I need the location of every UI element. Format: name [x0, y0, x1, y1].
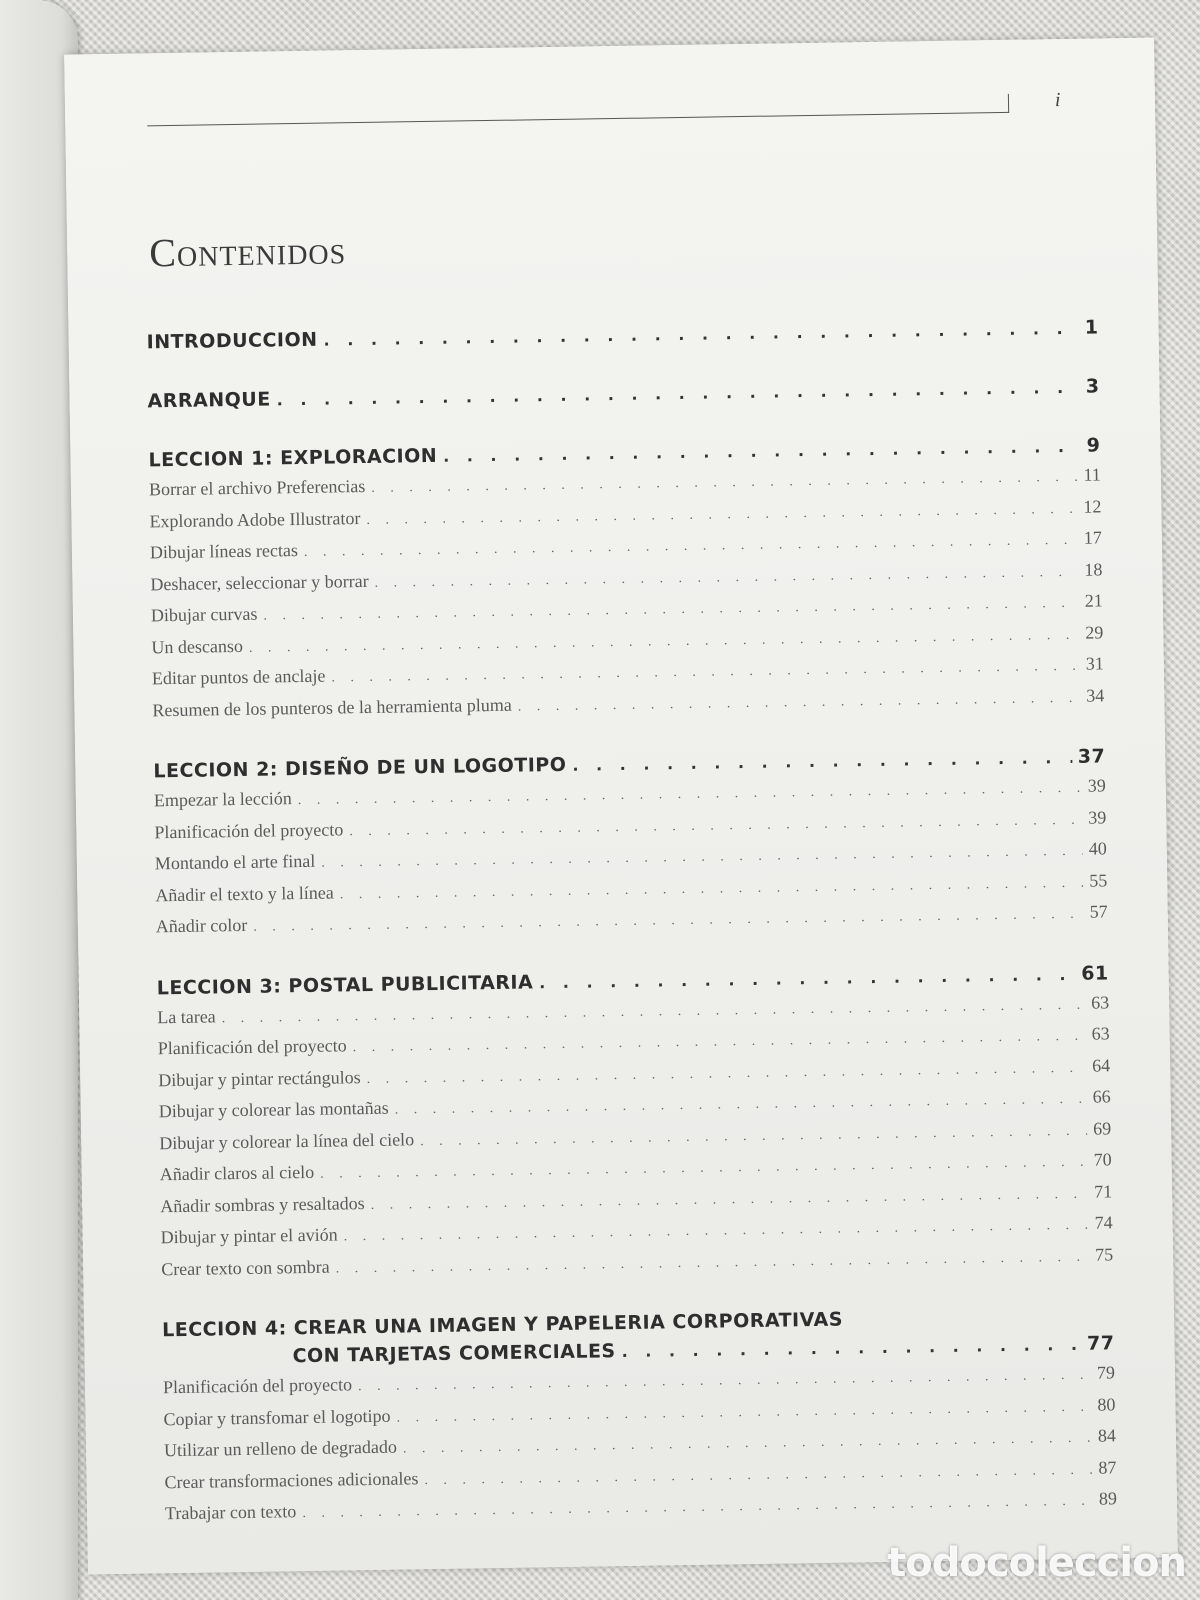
toc-item-page: 57 [1089, 901, 1108, 922]
toc-entry-arranque [147, 372, 1099, 416]
toc-item-label: Editar puntos de anclaje [151, 665, 326, 689]
toc-entry-label: ARRANQUE [147, 388, 271, 413]
toc-item-page: 80 [1097, 1393, 1116, 1415]
toc-item-label: Planificación del proyecto [157, 1035, 347, 1059]
toc-item-label: Trabajar con texto [164, 1501, 297, 1524]
toc-item-page: 70 [1093, 1149, 1112, 1170]
toc-item-label: Dibujar y pintar el avión [160, 1224, 338, 1248]
toc-item-label: Añadir el texto y la línea [155, 882, 334, 905]
toc-item-page: 89 [1098, 1488, 1118, 1509]
toc-item-page: 39 [1087, 775, 1106, 796]
toc-item-label: Montando el arte final [154, 850, 316, 874]
book-page [64, 38, 1178, 1575]
header-rule [147, 112, 1009, 127]
toc-item-label: Planificación del proyecto [162, 1374, 353, 1398]
toc-item-page: 18 [1084, 558, 1103, 580]
toc-item-label: Dibujar y colorear las montañas [158, 1097, 389, 1122]
toc-item-label: Explorando Adobe Illustrator [149, 507, 361, 531]
dot-leader [277, 374, 1080, 415]
page-title: Contenidos [148, 227, 347, 276]
toc-item-page: 11 [1083, 464, 1102, 485]
toc-lesson-page: 37 [1077, 745, 1106, 768]
toc-item-page: 39 [1088, 806, 1107, 828]
toc-item-page: 71 [1093, 1180, 1113, 1202]
toc-item-label: La tarea [157, 1005, 216, 1027]
toc-lesson-label-line2: CON TARJETAS COMERCIALES [292, 1340, 616, 1368]
toc-item-label: Añadir sombras y resaltados [160, 1192, 365, 1216]
toc-item-label: Deshacer, seleccionar y borrar [150, 570, 369, 594]
toc-item-page: 63 [1091, 1023, 1110, 1044]
toc-item-label: Dibujar y pintar rectángulos [158, 1066, 361, 1090]
toc-item-page: 12 [1083, 495, 1102, 517]
page-number-roman: i [1054, 89, 1061, 112]
toc-lesson-label: LECCION 2: DISEÑO DE UN LOGOTIPO [153, 753, 567, 783]
toc-item-page: 87 [1098, 1456, 1117, 1478]
toc-item-page: 31 [1085, 653, 1104, 674]
toc-entry-introduccion [146, 313, 1098, 357]
toc-item-page: 74 [1094, 1212, 1113, 1233]
toc-item-page: 34 [1086, 684, 1105, 706]
toc-item-page: 84 [1097, 1425, 1117, 1446]
toc-item-page: 63 [1090, 991, 1110, 1013]
toc-lesson-label: LECCION 1: EXPLORACION [148, 444, 438, 472]
toc-item-label: Un descanso [151, 635, 244, 657]
toc-item-label: Dibujar curvas [150, 603, 258, 626]
toc-item-label: Empezar la lección [153, 788, 292, 811]
toc-item-page: 29 [1085, 621, 1104, 643]
toc-lesson-label: LECCION 4: CREAR UNA IMAGEN Y PAPELERIA CORPORATIVAS [162, 1308, 844, 1342]
toc-item-page: 55 [1089, 869, 1108, 891]
header-rule-tick [1008, 94, 1009, 113]
toc-lesson-page: 9 [1086, 434, 1101, 457]
toc-item-page: 75 [1094, 1243, 1114, 1265]
toc-item-label: Dibujar líneas rectas [149, 540, 299, 563]
toc-item-page: 40 [1088, 838, 1107, 859]
toc-item-label: Planificación del proyecto [154, 818, 344, 842]
toc-entry-label: INTRODUCCION [146, 328, 318, 354]
toc-item-label: Añadir claros al cielo [159, 1161, 315, 1185]
dot-leader [518, 683, 1081, 721]
toc-item-page: 21 [1084, 590, 1103, 611]
toc-item-label: Crear texto con sombra [161, 1256, 330, 1279]
toc-lesson-page: 61 [1081, 961, 1109, 985]
watermark-logo: todocoleccion [887, 1540, 1186, 1586]
toc-entry-page: 1 [1084, 316, 1099, 339]
toc-item-label: Añadir color [155, 914, 248, 937]
toc-item-page: 17 [1083, 527, 1102, 548]
toc-item-page: 66 [1092, 1086, 1111, 1107]
toc-item-label: Dibujar y colorear la línea del cielo [159, 1128, 415, 1153]
toc-lesson-label: LECCION 3: POSTAL PUBLICITARIA [156, 970, 534, 999]
toc-item-page: 69 [1092, 1117, 1112, 1139]
dot-leader [323, 315, 1079, 355]
toc-item-label: Borrar el archivo Preferencias [148, 475, 366, 500]
toc-item-label: Copiar y transfomar el logotipo [163, 1405, 391, 1429]
toc-entry-page: 3 [1085, 375, 1100, 398]
toc-item-page: 79 [1096, 1362, 1116, 1383]
toc-item-label: Resumen de los punteros de la herramienta pluma [152, 694, 512, 720]
table-of-contents [146, 313, 1117, 1530]
toc-item-label: Utilizar un relleno de degradado [163, 1436, 398, 1461]
toc-item-page: 64 [1091, 1054, 1111, 1076]
toc-item-label: Crear transformaciones adicionales [164, 1467, 419, 1492]
toc-lesson-page: 77 [1086, 1332, 1115, 1355]
